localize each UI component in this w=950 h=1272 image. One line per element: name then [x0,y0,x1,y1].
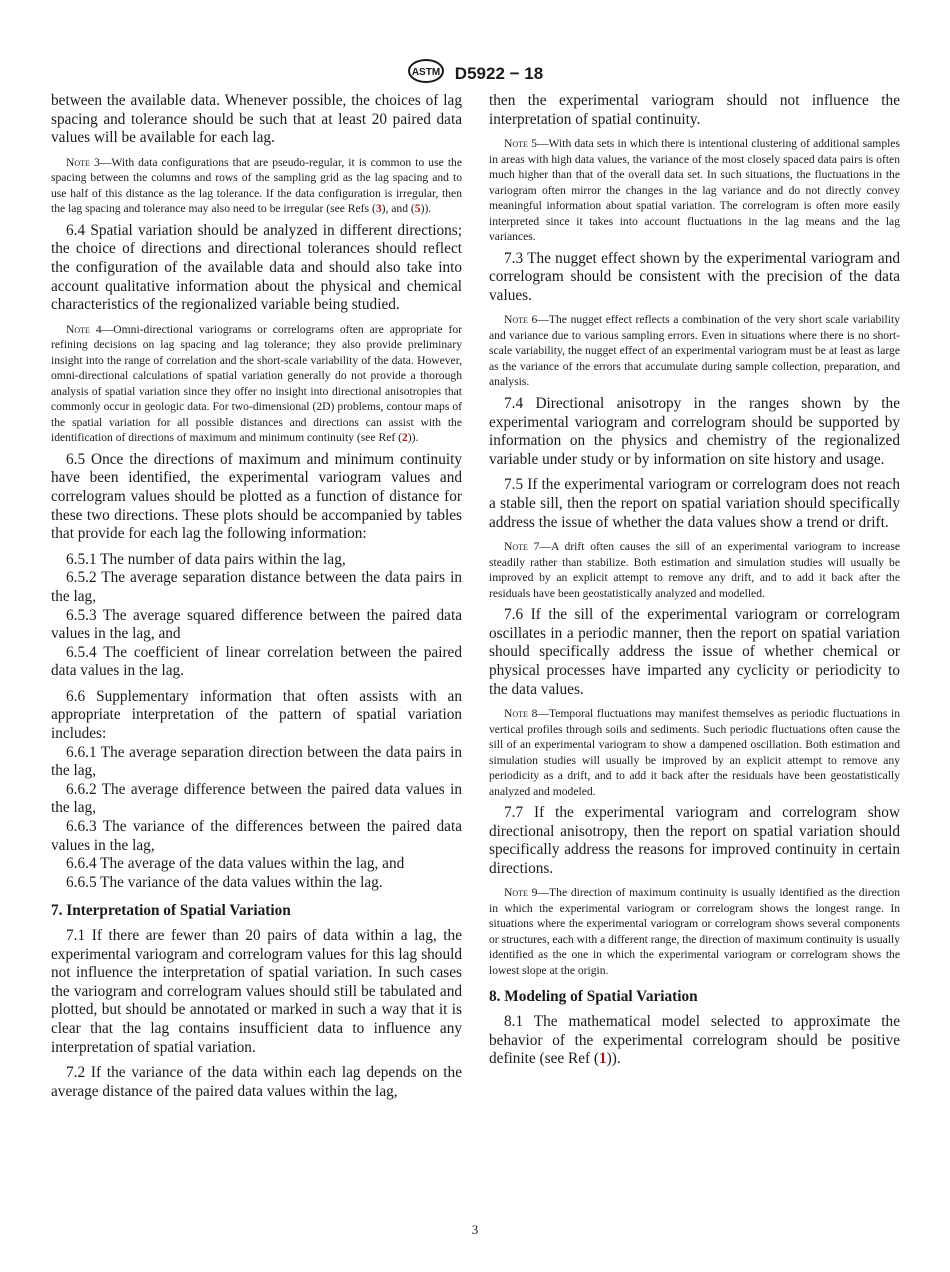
section-8-heading: 8. Modeling of Spatial Variation [489,988,698,1006]
paragraph-6-5-3: 6.5.3 The average squared difference between the paired data values in the lag, and [51,606,462,643]
page-number: 3 [471,1222,479,1237]
right-column [489,92,900,1076]
paragraph-6-5: 6.5 Once the directions of maximum and minimum continuity have been identified, the experimental variogram values and correlogram values should be plotted as a function of distance for these two directions. These plots should be accompanied by tables that provide for each lag the following information: [51,450,462,543]
paragraph-continuation: then the experimental variogram should not influence the interpretation of spatial continuity. [489,92,900,128]
paragraph-6-4: 6.4 Spatial variation should be analyzed in different directions; the choice of directions and directional tolerances should reflect the configuration of the available data and should also take into account qualitative information about the physical and chemical characteristics of the regionalized variable being studied. [51,221,462,314]
paragraph-7-1: 7.1 If there are fewer than 20 pairs of data within a lag, the experimental variogram and correlogram values for this lag should not influence the interpretation of spatial variation. In such cases the variogram and correlogram values should still be tabulated and plotted, but should be annotated or marked in such a way that it is clear that the lag contains insufficient data to influence any interpretation of spatial variation. [51,927,462,1056]
svg-text:ASTM: ASTM [411,67,440,78]
reference-link[interactable]: 5 [414,202,421,216]
paragraph-7-3: 7.3 The nugget effect shown by the experimental variogram and correlogram should be consistent with the precision of the data values. [489,249,900,304]
paragraph-6-6-1: 6.6.1 The average separation direction between the data pairs in the lag, [51,743,462,780]
paragraph-7-6: 7.6 If the sill of the experimental variogram or correlogram oscillates in a periodic manner, then the report on spatial variation should specifically address the issue of whether chemical or physical processes have imparted any cyclicity or periodicity to the data values. [489,606,900,698]
reference-link[interactable]: 2 [401,431,408,445]
paragraph-7-5: 7.5 If the experimental variogram or correlogram does not reach a stable sill, then the report on spatial variation should specifically address the issue of whether the data values show a trend or drift. [489,476,900,531]
paragraph-7-2: 7.2 If the variance of the data within each lag depends on the average distance of the paired data values within the lag, [51,1064,462,1100]
paragraph-6-5-1: 6.5.1 The number of data pairs within the lag, [66,550,346,568]
reference-link[interactable]: 3 [375,202,382,216]
paragraph-6-6-5: 6.6.5 The variance of the data values within the lag. [66,873,383,891]
note-6: Note 6—The nugget effect reflects a combination of the very short scale variability and variance due to various sampling errors. Even in situations where there is no short-scale variability, the nugget effect of an experimental variogram must be at least as large as the variance of the errors that accumulate during sample collection, preparation, and analysis. [489,313,900,389]
paragraph-6-6-3: 6.6.3 The variance of the differences between the paired data values in the lag, [51,818,462,854]
page-header [0,58,950,89]
standard-designation: D5922 − 18 [454,63,544,83]
note-4: Note 4—Omni-directional variograms or correlograms often are appropriate for refining decisions on lag spacing and lag tolerance; they also provide preliminary insight into the range of correlation and the short-scale variability of the data. However, omni-directional calculations of spatial variation generally do not provide a thorough analysis of spatial variation since they offer no insight into directional anisotropies that commonly occur in geologic data. For two-dimensional (2D) problems, contour maps of the spatial variation for all possible distances and directions can assist with the identification of directions of maximum and minimum continuity (see Ref (2)). [51,322,462,445]
note-7: Note 7—A drift often causes the sill of an experimental variogram to increase steadily rather than stabilize. Both estimation and simulation studies will usually be improved by an explicit attempt to remove any drift, and to add it back after the residuals have been geostatistically analyzed and modelled. [489,540,900,600]
note-5: Note 5—With data sets in which there is intentional clustering of additional samples in areas with high data values, the variance of the most closely spaced data pairs is often much higher than that of the overall data set. In such situations, the fluctuations in the variogram often mirror the changes in the lag variance and do not directly convey meaningful information about spatial variation. The correlogram is often more easily interpreted since it takes into account fluctuations in the lag means and the lag variances. [489,137,900,244]
left-column [51,92,462,1108]
paragraph-6-6-4: 6.6.4 The average of the data values within the lag, and [66,855,405,873]
paragraph-6-5-2: 6.5.2 The average separation distance between the data pairs in the lag, [51,569,462,605]
note-8: Note 8—Temporal fluctuations may manifest themselves as periodic fluctuations in vertical profiles through soils and sediments. Such periodic fluctuations often cause the sill of an experimental variogram to show a dampened oscillation. Both estimation and simulation studies will usually be improved by an explicit attempt to remove any periodicity as a drift, and to add it back after the residuals have been geostatistically analyzed and modeled. [489,707,900,798]
astm-logo-icon [407,58,445,89]
paragraph-7-7: 7.7 If the experimental variogram and correlogram show directional anisotropy, then the report on spatial variation should specifically address the reasons for improved continuity in certain directions. [489,804,900,877]
paragraph-continuation: between the available data. Whenever possible, the choices of lag spacing and tolerance should be such that at least 20 paired data values will be available for each lag. [51,92,462,147]
paragraph-6-6-2: 6.6.2 The average difference between the paired data values in the lag, [51,780,462,817]
paragraph-8-1: 8.1 The mathematical model selected to approximate the behavior of the experimental correlogram should be positive definite (see Ref (1)). [489,1013,900,1068]
paragraph-7-4: 7.4 Directional anisotropy in the ranges shown by the experimental variogram and correlogram should be supported by information on the physics and chemistry of the regionalized variable under study or by information on site history and usage. [489,394,900,468]
paragraph-6-6: 6.6 Supplementary information that often assists with an appropriate interpretation of the pattern of spatial variation includes: [51,687,462,743]
note-3: Note 3—With data configurations that are pseudo-regular, it is common to use the spacing between the columns and rows of the sampling grid as the lag spacing and to use half of this distance as the lag tolerance. If the data configuration is irregular, then the lag spacing and tolerance may also need to be irregular (see Refs (3), and (5)). [51,155,462,216]
paragraph-6-5-4: 6.5.4 The coefficient of linear correlation between the paired data values in the lag. [51,643,462,680]
reference-link[interactable]: 1 [599,1050,607,1068]
note-9: Note 9—The direction of maximum continuity is usually identified as the direction in which the experimental variogram or correlogram shows the longest range. In situations where the experimental variogram or correlogram shows several components or structures, each with a different range, the direction of maximum continuity is usually identified as the one in which the experimental variogram or correlogram shows the lowest slope at the origin. [489,886,900,977]
section-7-heading: 7. Interpretation of Spatial Variation [51,902,291,920]
